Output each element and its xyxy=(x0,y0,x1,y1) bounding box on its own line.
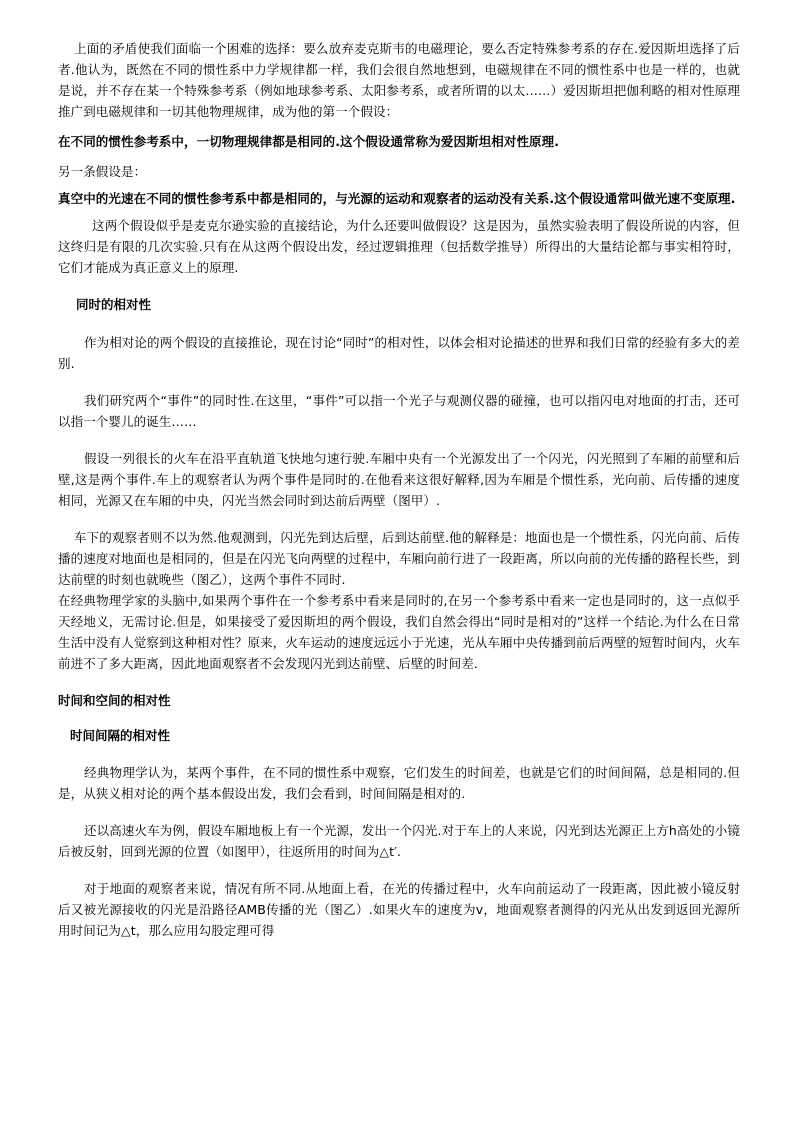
paragraph-second-postulate: 真空中的光速在不同的惯性参考系中都是相同的，与光源的运动和观察者的运动没有关系.这个假设通常叫做光速不变原理. xyxy=(58,191,736,206)
paragraph-train-mirror: 还以高速火车为例，假设车厢地板上有一个光源，发出一个闪光.对于车上的人来说，闪光到达光源正上方h高处的小镜后被反射，回到光源的位置（如图甲），往返所用的时间为△t′. xyxy=(58,823,740,859)
paragraph-classical-interval: 经典物理学认为，某两个事件，在不同的惯性系中观察，它们发生的时间差，也就是它们的时间间隔，总是相同的.但是，从狭义相对论的两个基本假设出发，我们会看到，时间间隔是相对的. xyxy=(58,765,740,801)
paragraph-classical-view: 在经典物理学家的头脑中,如果两个事件在一个参考系中看来是同时的,在另一个参考系中看来一定也是同时的，这一点似乎天经地义，无需讨论.但是，如果接受了爱因斯坦的两个假设，我们自然会得出“同时是相对的”这样一个结论.为什么在日常生活中没有人觉察到这种相对性？原来，火车运动的速度远远小于光速，光从车厢中央传播到前后两壁的短暂时间内，火车前进不了多大距离，因此地面观察者不会发现闪光到达前壁、后壁的时间差. xyxy=(58,593,740,671)
document-page xyxy=(58,38,740,941)
paragraph-simultaneity-intro: 作为相对论的两个假设的直接推论，现在讨论“同时”的相对性，以体会相对论描述的世界和我们日常的经验有多大的差别. xyxy=(58,335,740,371)
paragraph-second-intro: 另一条假设是： xyxy=(58,164,147,179)
paragraph-why-postulate: 这两个假设似乎是麦克尔逊实验的直接结论，为什么还要叫做假设？这是因为，虽然实验表明了假设所说的内容，但这终归是有限的几次实验.只有在从这两个假设出发，经过逻辑推理（包括数学推导）所得出的大量结论都与事实相符时，它们才能成为真正意义上的原理. xyxy=(58,218,740,275)
heading-time-interval: 时间间隔的相对性 xyxy=(70,728,171,743)
heading-time-space: 时间和空间的相对性 xyxy=(58,693,171,708)
heading-simultaneity: 同时的相对性 xyxy=(76,297,152,312)
paragraph-ground-path: 对于地面的观察者来说，情况有所不同.从地面上看，在光的传播过程中，火车向前运动了一段距离，因此被小镜反射后又被光源接收的闪光是沿路径AMB传播的光（图乙）.如果火车的速度为v，地面观察者测得的闪光从出发到返回光源所用时间记为△t，那么应用勾股定理可得 xyxy=(58,881,740,938)
paragraph-first-postulate: 在不同的惯性参考系中，一切物理规律都是相同的.这个假设通常称为爱因斯坦相对性原理. xyxy=(58,134,560,149)
paragraph-train-observer: 假设一列很长的火车在沿平直轨道飞快地匀速行驶.车厢中央有一个光源发出了一个闪光，闪光照到了车厢的前壁和后壁,这是两个事件.车上的观察者认为两个事件是同时的.在他看来这很好解释,因为车厢是个惯性系，光向前、后传播的速度相同，光源又在车厢的中央，闪光当然会同时到达前后两壁（图甲）. xyxy=(58,451,740,508)
paragraph-ground-observer: 车下的观察者则不以为然.他观测到，闪光先到达后壁，后到达前壁.他的解释是：地面也是一个惯性系，闪光向前、后传播的速度对地面也是相同的，但是在闪光飞向两壁的过程中，车厢向前行进了一段距离，所以向前的光传播的路程长些，到达前壁的时刻也就晚些（图乙），这两个事件不同时. xyxy=(58,530,740,587)
paragraph-events: 我们研究两个“事件”的同时性.在这里，“事件”可以指一个光子与观测仪器的碰撞，也可以指闪电对地面的打击，还可以指一个婴儿的诞生…… xyxy=(58,393,740,429)
paragraph-dilemma: 上面的矛盾使我们面临一个困难的选择：要么放弃麦克斯韦的电磁理论，要么否定特殊参考系的存在.爱因斯坦选择了后者.他认为，既然在不同的惯性系中力学规律都一样，我们会很自然地想到，电磁规律在不同的惯性系中也是一样的，也就是说，并不存在某一个特殊参考系（例如地球参考系、太阳参考系，或者所谓的以太……）爱因斯坦把伽利略的相对性原理推广到电磁规律和一切其他物理规律，成为他的第一个假设： xyxy=(58,41,740,119)
